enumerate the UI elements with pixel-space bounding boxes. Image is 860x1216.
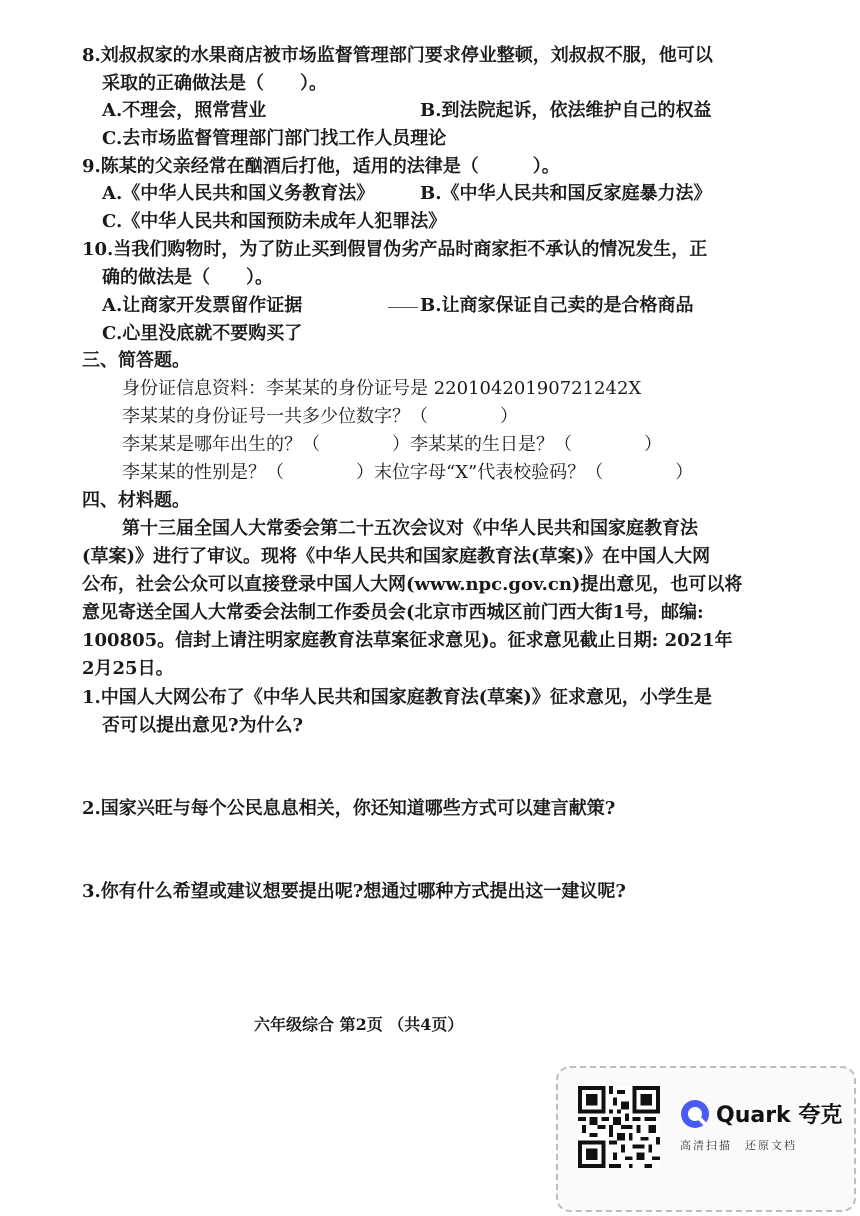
quark-brand-name: Quark 夸克 xyxy=(716,1103,843,1128)
question-9-option-c: C.《中华人民共和国预防未成年人犯罪法》 xyxy=(102,211,447,232)
material-line-4: 意见寄送全国人大常委会法制工作委员会(北京市西城区前门西大街1号，邮编: xyxy=(82,602,704,623)
question-9-line-1: 9.陈某的父亲经常在酗酒后打他，适用的法律是（ ）。 xyxy=(82,156,560,177)
question-10-line-1: 10.当我们购物时，为了防止买到假冒伪劣产品时商家拒不承认的情况发生，正 xyxy=(82,239,708,260)
question-8-line-2: 采取的正确做法是（ ）。 xyxy=(102,73,327,94)
question-8-option-b: B.到法院起诉，依法维护自己的权益 xyxy=(420,100,712,121)
question-8-option-c: C.去市场监督管理部门部门找工作人员理论 xyxy=(102,128,447,149)
material-line-6: 2月25日。 xyxy=(82,658,174,679)
qr-code-icon xyxy=(578,1086,660,1168)
question-10-option-c: C.心里没底就不要购买了 xyxy=(102,323,303,344)
quark-brand xyxy=(680,1098,842,1153)
id-info-line: 身份证信息资料：李某某的身份证号是 22010420190721242X xyxy=(122,378,642,399)
material-line-1: 第十三届全国人大常委会第二十五次会议对《中华人民共和国家庭教育法 xyxy=(122,518,698,539)
quark-watermark-card xyxy=(556,1066,856,1212)
material-question-3: 3.你有什么希望或建议想要提出呢?想通过哪种方式提出这一建议呢? xyxy=(82,881,626,902)
question-10-option-b: B.让商家保证自己卖的是合格商品 xyxy=(420,295,694,316)
id-question-1: 李某某的身份证号一共多少位数字？（ ） xyxy=(122,406,518,427)
material-line-3: 公布，社会公众可以直接登录中国人大网(www.npc.gov.cn)提出意见，也可以将 xyxy=(82,574,743,595)
material-question-2: 2.国家兴旺与每个公民息息相关，你还知道哪些方式可以建言献策? xyxy=(82,798,616,819)
question-10-line-2: 确的做法是（ ）。 xyxy=(102,267,273,288)
question-9-option-b: B.《中华人民共和国反家庭暴力法》 xyxy=(420,183,712,204)
question-8-option-a: A.不理会，照常营业 xyxy=(102,100,267,121)
material-question-1-line-1: 1.中国人大网公布了《中华人民共和国家庭教育法(草案)》征求意见，小学生是 xyxy=(82,687,712,708)
quark-logo-icon xyxy=(680,1099,710,1129)
section-3-heading: 三、简答题。 xyxy=(82,350,190,371)
question-9-option-a: A.《中华人民共和国义务教育法》 xyxy=(102,183,375,204)
question-8-line-1: 8.刘叔叔家的水果商店被市场监督管理部门要求停业整顿，刘叔叔不服，他可以 xyxy=(82,45,713,66)
section-4-heading: 四、材料题。 xyxy=(82,490,190,511)
material-line-5: 100805。信封上请注明家庭教育法草案征求意见)。征求意见截止日期: 2021年 xyxy=(82,630,733,651)
stray-dash-mark xyxy=(388,307,418,308)
id-question-2: 李某某是哪年出生的？（ ）李某某的生日是？（ ） xyxy=(122,434,662,455)
material-question-1-line-2: 否可以提出意见?为什么? xyxy=(102,715,304,736)
page-footer: 六年级综合 第2页 （共4页） xyxy=(254,1015,464,1034)
question-10-option-a: A.让商家开发票留作证据 xyxy=(102,295,303,316)
id-question-3: 李某某的性别是？（ ）末位字母“X”代表校验码？（ ） xyxy=(122,462,694,483)
material-line-2: (草案)》进行了审议。现将《中华人民共和国家庭教育法(草案)》在中国人大网 xyxy=(82,546,711,567)
quark-tagline: 高清扫描 还原文档 xyxy=(680,1139,797,1152)
